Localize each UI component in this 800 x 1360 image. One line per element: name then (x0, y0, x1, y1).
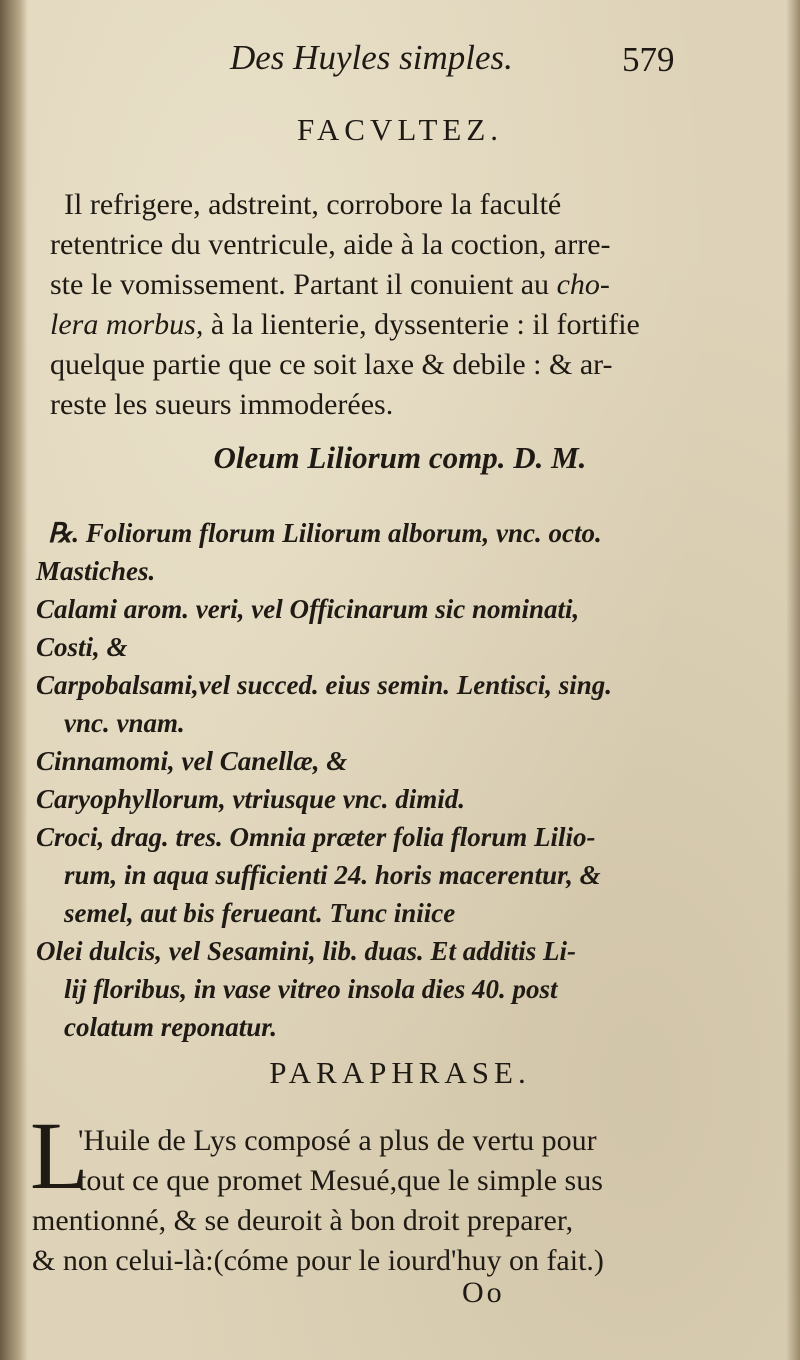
recipe-line: Olei dulcis, vel Sesamini, lib. duas. Et additis Li- (36, 936, 577, 966)
recipe-line: Caryophyllorum, vtriusque vnc. dimid. (36, 784, 466, 814)
recipe-line: semel, aut bis ferueant. Tunc iniice (64, 898, 456, 928)
page-gutter-shadow (0, 0, 28, 1360)
page-number: 579 (622, 40, 675, 79)
text-line: reste les sueurs immoderées. (50, 388, 394, 421)
recipe-title: Oleum Liliorum comp. D. M. (213, 440, 587, 475)
italic-term: lera morbus, (50, 308, 204, 341)
text-segment: ste le vomissement. Partant il conuient au (50, 268, 557, 301)
section-heading-facultez: FACVLTEZ. (296, 112, 504, 147)
recipe-line: Mastiches. (36, 556, 156, 586)
text-line: retentrice du ventricule, aide à la coction, arre- (50, 228, 611, 261)
text-line: tout ce que promet Mesué,que le simple sus (78, 1164, 603, 1197)
text-segment: à la lienterie, dyssenterie : il fortifie (203, 308, 640, 341)
recipe-line: Costi, & (36, 632, 128, 662)
recipe-line: vnc. vnam. (64, 708, 185, 738)
page-edge-shadow (786, 0, 800, 1360)
text-line: quelque partie que ce soit laxe & debile : & ar- (50, 348, 613, 381)
section-heading-paraphrase: PARAPHRASE. (269, 1055, 531, 1090)
signature-mark: Oo (462, 1276, 505, 1309)
recipe-line: Croci, drag. tres. Omnia præter folia florum Lilio- (36, 822, 596, 852)
text-line: mentionné, & se deuroit à bon droit preparer, (32, 1204, 574, 1237)
text-line (50, 268, 610, 302)
text-line: 'Huile de Lys composé a plus de vertu pour (78, 1124, 597, 1157)
recipe-line: Carpobalsami,vel succed. eius semin. Lentisci, sing. (36, 670, 613, 700)
text-line (50, 308, 640, 342)
text-line: & non celui-là:(cóme pour le iourd'huy on fait.) (32, 1244, 604, 1277)
recipe-line: rum, in aqua sufficienti 24. horis macerentur, & (64, 860, 601, 890)
recipe-line: colatum reponatur. (64, 1012, 278, 1042)
recipe-line: lij floribus, in vase vitreo insola dies 40. post (64, 974, 558, 1004)
text-line: Il refrigere, adstreint, corrobore la faculté (64, 188, 562, 221)
italic-term: cho- (556, 268, 610, 301)
running-title: Des Huyles simples. (230, 38, 513, 77)
recipe-line: Calami arom. veri, vel Officinarum sic nominati, (36, 594, 580, 624)
recipe-line: Cinnamomi, vel Canellæ, & (36, 746, 348, 776)
drop-cap: L (30, 1102, 89, 1209)
recipe-line: ℞. Foliorum florum Liliorum alborum, vnc. octo. (48, 518, 602, 548)
